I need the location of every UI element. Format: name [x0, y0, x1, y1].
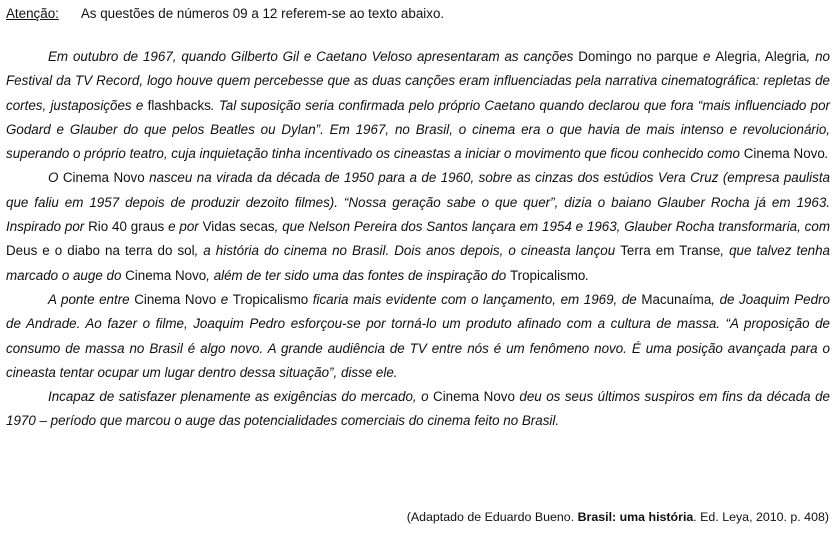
attention-text: As questões de números 09 a 12 referem-se ao texto abaixo.: [80, 6, 445, 21]
title-run: Vidas secas: [202, 219, 275, 235]
text-run: e: [698, 49, 716, 64]
attention-label: Atenção:: [6, 6, 59, 21]
text-run: e por: [164, 219, 203, 235]
title-run: Alegria, Alegria: [715, 49, 807, 64]
text-run: A ponte entre: [48, 291, 135, 307]
paragraph: [6, 385, 830, 434]
text-run: Incapaz de satisfazer plenamente as exigências do mercado, o: [48, 389, 434, 405]
attention-header: [6, 4, 444, 23]
text-run: . Tal suposição seria confirmada pelo próprio Caetano quando declarou que fora “mais influenciado por Godard e Glauber do que pelos Beatles ou Dylan”. Em 1967, no Brasil, o cinema era o que havia de mais intenso e revolucionário, superando o próprio teatro, cuja inquietação tinha incentivado os cineastas a iniciar o movimento que ficou conhecido como: [6, 97, 830, 162]
title-run: Cinema Novo: [743, 146, 825, 162]
paragraph: [6, 166, 830, 287]
paragraph: [6, 288, 830, 385]
text-run: nasceu na virada da década de 1950 para a de 1960, sobre as cinzas dos estúdios Vera Cruz (empresa paulista que faliu em 1957 depois de produzir dezoito filmes). “Nossa geração sabe o que quer”, dizia o baiano Glauber Rocha já em 1963. Inspirado por: [6, 170, 830, 235]
text-run: O: [48, 170, 63, 186]
text-run: , que Nelson Pereira dos Santos lançara em 1954 e 1963, Glauber Rocha transformaria, com: [274, 219, 830, 235]
source-book-title: Brasil: uma história: [577, 510, 694, 524]
title-run: flashbacks: [147, 97, 211, 113]
text-run: ficaria mais evidente com o lançamento, em 1969, de: [308, 291, 642, 307]
title-run: Cinema Novo: [62, 170, 145, 186]
text-run: , no Festival da TV Record, logo houve quem percebesse que as duas canções eram influenciadas pela narrativa cinematográfica: repletas de cortes, justaposições e: [6, 49, 830, 113]
title-run: Cinema Novo: [134, 291, 217, 307]
text-run: deu os seus últimos suspiros em fins da década de 1970 – período que marcou o auge das potencialidades comerciais do cinema feito no Brasil.: [6, 389, 830, 429]
text-run: , de Joaquim Pedro de Andrade. Ao fazer o filme, Joaquim Pedro esforçou-se por torná-lo um produto afinado com a cultura de massa. “A proposição de consumo de massa no Brasil é algo novo. A grande audiência de TV entre nós é um fenômeno novo. É uma posição avançada para o cineasta tentar ocupar um lugar dentro dessa situação”, disse ele.: [6, 291, 830, 380]
text-run: e: [216, 291, 233, 307]
source-citation: [407, 508, 829, 526]
title-run: Tropicalismo: [232, 291, 309, 307]
paragraph: [6, 45, 830, 166]
title-run: Terra em Transe: [620, 243, 721, 259]
title-run: Tropicalismo: [509, 267, 586, 283]
source-prefix: (Adaptado de Eduardo Bueno.: [406, 510, 578, 524]
source-suffix: . Ed. Leya, 2010. p. 408): [693, 510, 829, 524]
text-run: , a história do cinema no Brasil. Dois anos depois, o cineasta lançou: [194, 243, 621, 259]
title-run: Cinema Novo: [433, 389, 515, 405]
title-run: Rio 40 graus: [88, 219, 165, 235]
title-run: Domingo no parque: [578, 49, 699, 64]
text-run: , além de ter sido uma das fontes de inspiração do: [206, 267, 510, 283]
text-body: [6, 45, 830, 434]
text-run: .: [824, 146, 829, 162]
text-run: .: [585, 267, 590, 283]
title-run: Deus e o diabo na terra do sol: [6, 243, 195, 259]
title-run: Cinema Novo: [125, 267, 207, 283]
title-run: Macunaíma: [641, 291, 712, 307]
text-run: Em outubro de 1967, quando Gilberto Gil e Caetano Veloso apresentaram as canções: [48, 49, 579, 64]
text-run: , que talvez tenha marcado o auge do: [6, 243, 830, 283]
